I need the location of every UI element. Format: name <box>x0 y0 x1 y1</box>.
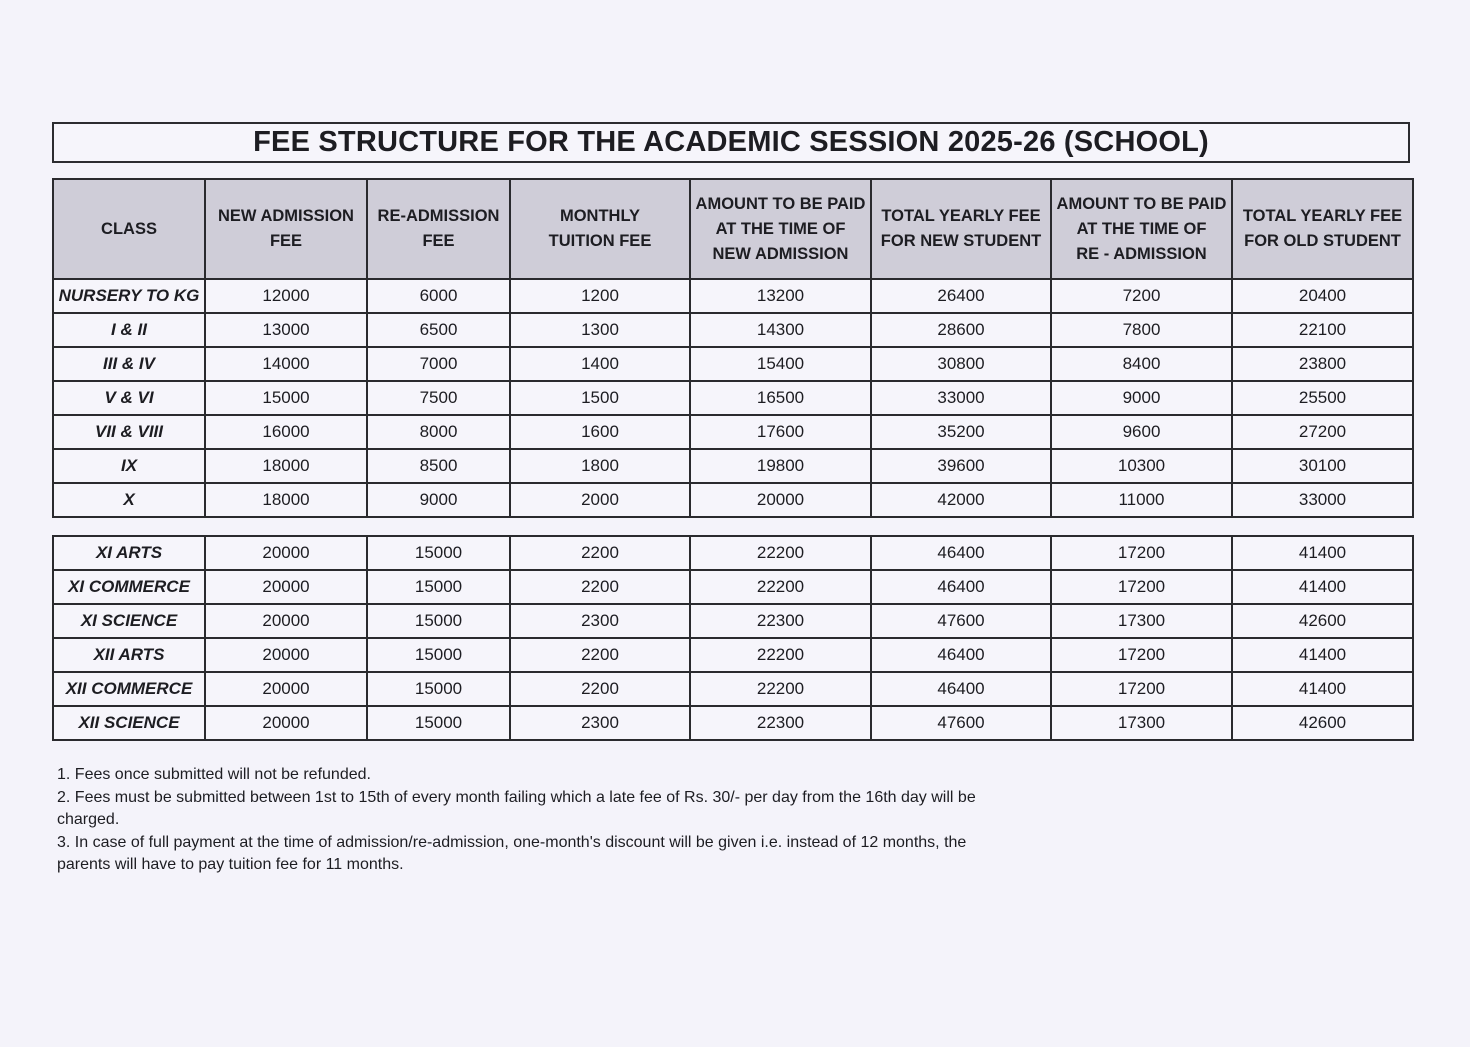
fee-cell: 17200 <box>1051 638 1232 672</box>
fee-cell: 35200 <box>871 415 1051 449</box>
fee-cell: 11000 <box>1051 483 1232 517</box>
fee-cell: 20000 <box>690 483 871 517</box>
table-row <box>53 313 1413 347</box>
fee-cell: 7500 <box>367 381 510 415</box>
fee-cell: 20000 <box>205 570 367 604</box>
fee-cell: 17200 <box>1051 570 1232 604</box>
fee-table-school <box>52 178 1412 518</box>
column-header-line: FEE <box>422 232 455 250</box>
fee-cell: 17300 <box>1051 706 1232 740</box>
fee-cell: 2300 <box>510 706 690 740</box>
column-header <box>510 179 690 279</box>
fee-cell: 42600 <box>1232 706 1413 740</box>
column-header-line: AMOUNT TO BE PAID <box>1056 194 1227 213</box>
fee-table-senior <box>52 535 1412 741</box>
fee-cell: 41400 <box>1232 638 1413 672</box>
fee-cell: 7200 <box>1051 279 1232 313</box>
note-1: 1. Fees once submitted will not be refunded. <box>57 766 371 783</box>
column-header <box>1232 179 1413 279</box>
fee-cell: 16500 <box>690 381 871 415</box>
fee-cell: 22100 <box>1232 313 1413 347</box>
fee-cell: 2300 <box>510 604 690 638</box>
class-cell: XII SCIENCE <box>53 706 205 740</box>
table-row <box>53 638 1413 672</box>
fee-cell: 22300 <box>690 604 871 638</box>
fee-cell: 15000 <box>205 381 367 415</box>
note-3: 3. In case of full payment at the time of admission/re-admission, one-month's discount will be given i.e. instead of 12 months, the parents will have to pay tuition fee for 11 months. <box>57 833 967 873</box>
fee-cell: 22200 <box>690 672 871 706</box>
fee-cell: 1400 <box>510 347 690 381</box>
column-header-line: FEE <box>269 232 303 250</box>
fee-cell: 1600 <box>510 415 690 449</box>
column-header <box>53 179 205 279</box>
fee-cell: 46400 <box>871 570 1051 604</box>
fee-cell: 15400 <box>690 347 871 381</box>
fee-cell: 28600 <box>871 313 1051 347</box>
fee-cell: 22200 <box>690 570 871 604</box>
fee-cell: 23800 <box>1232 347 1413 381</box>
fee-cell: 20000 <box>205 536 367 570</box>
table-row <box>53 483 1413 517</box>
class-cell: XII ARTS <box>53 638 205 672</box>
fee-cell: 42600 <box>1232 604 1413 638</box>
fee-cell: 8400 <box>1051 347 1232 381</box>
table-row <box>53 449 1413 483</box>
table-row <box>53 381 1413 415</box>
class-cell: V & VI <box>53 381 205 415</box>
fee-notes <box>57 764 1007 877</box>
fee-cell: 2200 <box>510 536 690 570</box>
fee-cell: 20000 <box>205 672 367 706</box>
table-row <box>53 604 1413 638</box>
fee-cell: 15000 <box>367 672 510 706</box>
fee-cell: 22300 <box>690 706 871 740</box>
column-header-line: RE - ADMISSION <box>1076 244 1207 263</box>
fee-cell: 20000 <box>205 706 367 740</box>
fee-cell: 33000 <box>1232 483 1413 517</box>
fee-cell: 15000 <box>367 706 510 740</box>
fee-cell: 12000 <box>205 279 367 313</box>
fee-cell: 46400 <box>871 638 1051 672</box>
fee-cell: 9000 <box>1051 381 1232 415</box>
class-cell: I & II <box>53 313 205 347</box>
column-header-line: RE-ADMISSION <box>377 207 500 225</box>
fee-cell: 18000 <box>205 449 367 483</box>
column-header-line: FOR NEW STUDENT <box>880 232 1042 250</box>
fee-cell: 1800 <box>510 449 690 483</box>
fee-cell: 1300 <box>510 313 690 347</box>
fee-cell: 15000 <box>367 536 510 570</box>
table-row <box>53 279 1413 313</box>
fee-cell: 30100 <box>1232 449 1413 483</box>
fee-cell: 17200 <box>1051 536 1232 570</box>
fee-cell: 15000 <box>367 638 510 672</box>
fee-cell: 33000 <box>871 381 1051 415</box>
column-header <box>871 179 1051 279</box>
note-2: 2. Fees must be submitted between 1st to 15th of every month failing which a late fee of Rs. 30/- per day from the 16th day will be charged. <box>57 788 976 828</box>
class-cell: X <box>53 483 205 517</box>
fee-cell: 9600 <box>1051 415 1232 449</box>
column-header <box>690 179 871 279</box>
column-header-line: AT THE TIME OF <box>715 219 846 238</box>
table-row <box>53 570 1413 604</box>
fee-cell: 10300 <box>1051 449 1232 483</box>
fee-cell: 41400 <box>1232 536 1413 570</box>
fee-cell: 46400 <box>871 672 1051 706</box>
fee-cell: 27200 <box>1232 415 1413 449</box>
fee-cell: 47600 <box>871 604 1051 638</box>
table-row <box>53 706 1413 740</box>
column-header-line: TOTAL YEARLY FEE <box>881 207 1041 225</box>
table-header-row <box>53 179 1413 279</box>
fee-cell: 41400 <box>1232 672 1413 706</box>
fee-cell: 7800 <box>1051 313 1232 347</box>
fee-cell: 1500 <box>510 381 690 415</box>
column-header-line: AT THE TIME OF <box>1076 219 1207 238</box>
table-row <box>53 347 1413 381</box>
fee-cell: 6500 <box>367 313 510 347</box>
table-row <box>53 672 1413 706</box>
fee-cell: 47600 <box>871 706 1051 740</box>
fee-cell: 8500 <box>367 449 510 483</box>
fee-cell: 15000 <box>367 604 510 638</box>
fee-cell: 13000 <box>205 313 367 347</box>
column-header-line: NEW ADMISSION <box>218 207 354 225</box>
fee-cell: 25500 <box>1232 381 1413 415</box>
fee-cell: 20000 <box>205 604 367 638</box>
fee-cell: 15000 <box>367 570 510 604</box>
class-cell: XI ARTS <box>53 536 205 570</box>
column-header-line: NEW ADMISSION <box>712 244 849 263</box>
table-row <box>53 415 1413 449</box>
fee-cell: 30800 <box>871 347 1051 381</box>
fee-cell: 41400 <box>1232 570 1413 604</box>
column-header <box>205 179 367 279</box>
column-header <box>367 179 510 279</box>
fee-cell: 39600 <box>871 449 1051 483</box>
fee-cell: 20000 <box>205 638 367 672</box>
class-cell: XI COMMERCE <box>53 570 205 604</box>
fee-cell: 42000 <box>871 483 1051 517</box>
column-header-line: TUITION FEE <box>548 232 652 250</box>
fee-cell: 19800 <box>690 449 871 483</box>
column-header <box>1051 179 1232 279</box>
fee-cell: 17600 <box>690 415 871 449</box>
fee-cell: 2200 <box>510 638 690 672</box>
column-header-line: TOTAL YEARLY FEE <box>1242 207 1403 225</box>
fee-cell: 46400 <box>871 536 1051 570</box>
fee-cell: 7000 <box>367 347 510 381</box>
fee-cell: 8000 <box>367 415 510 449</box>
fee-cell: 26400 <box>871 279 1051 313</box>
fee-cell: 16000 <box>205 415 367 449</box>
fee-cell: 6000 <box>367 279 510 313</box>
column-header-line: FOR OLD STUDENT <box>1244 232 1401 250</box>
fee-cell: 13200 <box>690 279 871 313</box>
fee-cell: 20400 <box>1232 279 1413 313</box>
fee-cell: 1200 <box>510 279 690 313</box>
fee-cell: 9000 <box>367 483 510 517</box>
class-cell: XII COMMERCE <box>53 672 205 706</box>
column-header-line: CLASS <box>101 219 157 238</box>
fee-cell: 2200 <box>510 570 690 604</box>
fee-cell: 18000 <box>205 483 367 517</box>
class-cell: XI SCIENCE <box>53 604 205 638</box>
column-header-line: AMOUNT TO BE PAID <box>695 194 866 213</box>
fee-cell: 22200 <box>690 536 871 570</box>
page-title: FEE STRUCTURE FOR THE ACADEMIC SESSION 2025-26 (SCHOOL) <box>52 122 1410 163</box>
class-cell: NURSERY TO KG <box>53 279 205 313</box>
fee-cell: 22200 <box>690 638 871 672</box>
fee-cell: 14000 <box>205 347 367 381</box>
class-cell: III & IV <box>53 347 205 381</box>
column-header-line: MONTHLY <box>559 207 641 225</box>
class-cell: VII & VIII <box>53 415 205 449</box>
fee-cell: 2200 <box>510 672 690 706</box>
fee-cell: 2000 <box>510 483 690 517</box>
fee-cell: 17300 <box>1051 604 1232 638</box>
class-cell: IX <box>53 449 205 483</box>
fee-cell: 14300 <box>690 313 871 347</box>
table-row <box>53 536 1413 570</box>
fee-cell: 17200 <box>1051 672 1232 706</box>
